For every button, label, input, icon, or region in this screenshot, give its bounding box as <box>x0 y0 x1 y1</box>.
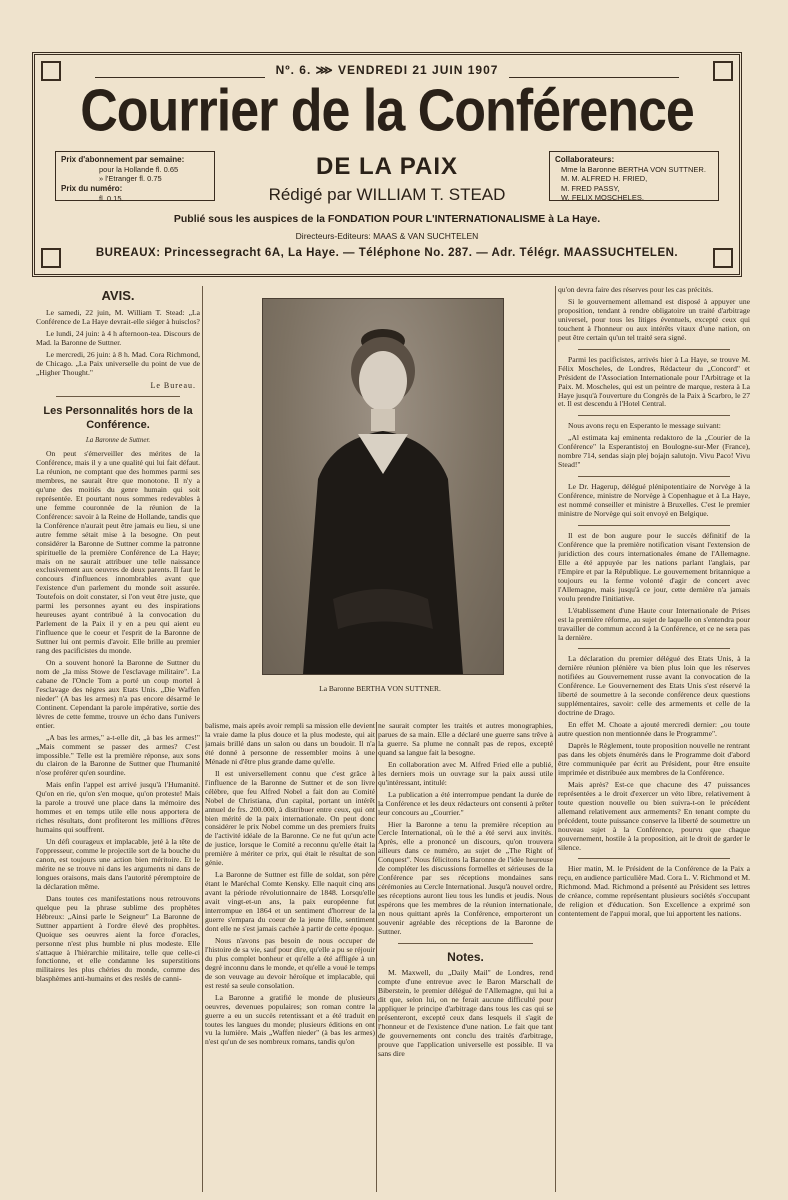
issue-price-heading: Prix du numéro: <box>61 183 123 193</box>
portrait-figure <box>263 299 503 674</box>
section-separator <box>578 476 730 477</box>
notes-paragraph: „Al estimata kaj eminenta redaktoro de la „Courier de la Conférence" la Esperantistoj en Boulogne-sur-Mer (France), nombre 714, sendas siajn plej bojajn salutojn. Vivu Paco! Vivu Stead!" <box>558 433 750 470</box>
section-separator <box>578 349 730 350</box>
article-paragraph: Il est universellement connu que c'est grâce à l'influence de la Baronne de Suttner et de son livre célèbre, que feu Alfred Nobel a fait don au Comité Nobel de Christiana, d'un capital, portant un intérêt annuel de frs. 200.000, à distribuer entre ceux, qui ont bien mérité de la paix internationale. On peut donc considérer le prix Nobel comme un des premiers fruits de l'activité idéale de la Baronne. Ce ne fut qu'un acte de justice, lorsque le Comité a reconnu qu'elle était la première à mériter ce prix, qui était le résultat de son génie. <box>205 768 375 868</box>
portrait-photo <box>262 298 504 675</box>
subscription-heading: Prix d'abonnement par semaine: <box>61 155 185 164</box>
notes-paragraph: Hier matin, M. le Président de la Conférence de la Paix a reçu, en audience particulière Mad. Cora L. V. Richmond et M. Richmond. Mad. Richmond a présenté au Président ses lettres de créance, comme représentant plusieurs sociétés s'occupant de religion et d'éducation. Son Excellence a exprimé son contentement de l'appui moral, que lui apportent les nations. <box>558 864 750 919</box>
notes-heading: Notes. <box>447 949 484 964</box>
offices-line: BUREAUX: Princessegracht 6A, La Haye. — Téléphone No. 287. — Adr. Télégr. MAASSUCHTELEN. <box>95 247 679 259</box>
section-separator <box>578 858 730 859</box>
article-paragraph: On a souvent honoré la Baronne de Suttner du nom de „la miss Stowe de l'esclavage militaire". La cabane de l'Oncle Tom a porté un coup mortel à l'esclavage des nègres aux Etats Unis. „Die Waffen nieder" (A bas les armes) n'a pas encore désarmé le Continent. Cependant la parole impérative, sortie des lèvres de cette femme, trouve un écho dans l'univers entier. <box>36 657 200 730</box>
article-heading: Les Personnalités hors de la Conférence. <box>43 405 193 431</box>
column-3 <box>378 722 553 1192</box>
issue-price: fl. 0.15. <box>99 193 124 203</box>
contributor-name: Mme la Baronne BERTHA VON SUTTNER. <box>561 165 706 174</box>
column-rule <box>376 722 377 1192</box>
newspaper-title: Courrier de la Conférence <box>80 77 694 145</box>
photo-caption: La Baronne BERTHA VON SUTTNER. <box>319 684 441 693</box>
avis-item: Le lundi, 24 juin: à 4 h afternoon-tea. Discours de Mad. la Baronne de Suttner. <box>36 329 200 348</box>
masthead <box>32 52 742 277</box>
article-paragraph: La Baronne a gratifié le monde de plusieurs oeuvres, devenues populaires; son roman contre la guerre a eu un succès retentissant et a été traduit en toutes les langues du monde; plusieurs éditions en ont vu la lumière. Mais „Waffen nieder" (à bas les armes) n'est qu'un de ses nombreux romans, tandis qu'on <box>205 992 375 1047</box>
article-paragraph: Nous n'avons pas besoin de nous occuper de l'histoire de sa vie, sauf pour dire, qu'elle a pu se réjouir du plus complet bonheur et qu'elle a été affligée à un degré inconnu dans le monde, et qu'elle a voué le temps de son veuvage au devoir héroïque et implacable, qui est resté sa seule consolation. <box>205 935 375 990</box>
notes-paragraph: La déclaration du premier délégué des Etats Unis, à la dernière réunion plénière va bien plus loin que les réserves notifiées au Gouvernement russe avant la convocation de la Conférence. Le Gouvernement des Etats Unis s'est réservé la liberté de soumettre à la seconde conférence deux questions supplémentaires, savoir: celle des armements et celle de la doctrine de Drago. <box>558 654 750 718</box>
notes-paragraph: Il est de bon augure pour le succès définitif de la Conférence que la première notification visant l'extension de juridiction des cours internationales émane de l'Allemagne. Elle a été appuyée par les nations parlant l'anglais, par l'Empire et par la République. Le gouvernement britannique a toujours eu la ferme volonté d'agir de concert avec l'Allemagne, mais jusqu'à ce jour, cette dernière n'a jamais voulu prendre l'initiative. <box>558 531 750 603</box>
notes-paragraph: M. Maxwell, du „Daily Mail" de Londres, rend compte d'une entrevue avec le Baron Marschall de Biberstein, le premier délégué de l'Allemagne, qui lui a dit que, selon lui, on ne ferait aucune difficulté pour appliquer le principe d'arbitrage dans tous les cas qui se présenteront, excepté ceux dans lesquels il s'agit de l'honneur et de l'existence d'une nation. Le fait que tant de gouvernements ont conclu des traités d'arbitrage, prouve que l'application universelle est possible. Il va sans dire <box>378 968 553 1058</box>
section-separator <box>578 525 730 526</box>
section-separator <box>578 648 730 649</box>
subscription-line: » l'Etranger fl. 0.75 <box>99 174 162 184</box>
article-paragraph: Hier la Baronne a tenu la première réception au Cercle International, où le thé a été servi aux invités. Après, elle a prononcé un discours, qu'on trouvera ailleurs dans ce numéro, au sujet de „The Right of Conquest". Nous félicitons la Baronne de l'idée heureuse de compléter les discussions formelles et sérieuses de la Conférence par ses réceptions mondaines sans cérémonies au Cercle International. Jusqu'à nouvel ordre, ses réceptions auront lieu tous les lundis et jeudis. Nous espérons que les membres de la réunion internationale, en nous quittant après la Conférence, emporteront un souvenir agréable des réceptions de la Baronne de Suttner. <box>378 819 553 936</box>
auspices-line: Publié sous les auspices de la FONDATION POUR L'INTERNATIONALISME à La Haye. <box>173 213 601 225</box>
column-rule <box>202 286 203 1192</box>
notes-paragraph: Daprès le Règlement, toute proposition nouvelle ne rentrant pas dans les objets énumérés dans le Programme doit d'abord être communiquée par écrit au Président, pour être ensuite imprimée et distribuée aux membres de la Conférence. <box>558 741 750 777</box>
section-separator <box>56 396 180 397</box>
notes-paragraph: Nous avons reçu en Esperanto le message suivant: <box>568 421 721 431</box>
avis-item: Le mercredi, 26 juin: à 8 h. Mad. Cora Richmond, de Chicago. „La Paix universelle du point de vue de „Higher Thought." <box>36 350 200 378</box>
article-paragraph: ne saurait compter les traités et autres monographies, parues de sa main. Elle a déclaré une guerre sans trêve à la guerre. Sa plume ne connaît pas de repos, excepté quand sa langue fait la besogne. <box>378 722 553 757</box>
article-paragraph: balisme, mais après avoir rempli sa mission elle devient la vraie dame la plus douce et la plus modeste, qui ait jamais brillé dans un salon ou dans un boudoir. Il n'a été donné à personne de ressembler moins à une Ménade ni d'être plus grande dame qu'elle. <box>205 722 375 766</box>
article-paragraph: En collaboration avec M. Alfred Fried elle a publié, les derniers mois un ouvrage sur la paix aussi utile qu'intéressant, intitulé: <box>378 759 553 787</box>
avis-heading: AVIS. <box>101 288 135 303</box>
contributor-name: W. FELIX MOSCHELES. <box>561 193 644 203</box>
masthead-subtitle <box>225 153 549 205</box>
article-paragraph: La Baronne de Suttner est fille de soldat, son père étant le Maréchal Comte Kensky. Elle naquit cinq ans avant la période révolutionnaire de 1848. Lorsqu'elle avait vingt-et-un ans, la paix européenne fut interrompue en 1864 et un sentiment d'horreur de la guerre s'empara du coeur de la jeune fille, sentiment dont elle ne s'est jamais cachée à partir de cette époque. <box>205 870 375 933</box>
notes-paragraph: Si le gouvernement allemand est disposé à appuyer une proposition, tendant à rendre obligatoire un traité d'arbitrage universel, pour tous les litiges éventuels, excepté ceux qui touchent à l'honneur ou aux intérêts vitaux d'une nation, on peut être certain qu'un tel traité sera signé. <box>558 296 750 342</box>
article-byline: La Baronne de Suttner. <box>85 435 151 444</box>
contributors-box <box>549 151 719 201</box>
subscription-box <box>55 151 215 201</box>
notes-paragraph: Mais après? Est-ce que chacune des 47 puissances représentées a le droit d'exercer un véto libre, relativement à toute question nouvelle ou bien suivra-t-on le précédent allemand relativement aux armements? En tenant compte du précédent, toute puissance conserve la liberté de soumettre un nouveau sujet à la Conférence, pourvu que chaque gouvernement, hostile à la proposition, ait le droit de garder le silence. <box>558 779 750 852</box>
article-paragraph: Un défi courageux et implacable, jeté à la tête de l'oppresseur, comme le projectile sort de la bouche du canon, est toujours une action bien méritoire. Et le mérite ne se trouve ni dans les arguments ni dans de longues oraisons, mais dans l'autorité péremptoire de la déclaration même. <box>36 837 200 891</box>
subtitle-paix: DE LA PAIX <box>315 153 458 180</box>
contributor-name: M. M. ALFRED H. FRIED, <box>561 174 648 184</box>
avis-item: Le samedi, 22 juin, M. William T. Stead: „La Conférence de La Haye devrait-elle siéger à huisclos? <box>36 308 200 327</box>
notes-paragraph: Parmi les pacificistes, arrivés hier à La Haye, se trouve M. Félix Moscheles, de Londres, Rédacteur du „Concord" et Président de l'Association Internationale pour l'Arbitrage et la Paix. M. Moscheles, qui est un peintre de marque, restera à La Haye jusqu'à l'ouverture du Congrès de la Paix à Scarbro, le 27 et. Il est descendu à l'Hotel Central. <box>558 354 750 409</box>
contributors-heading: Collaborateurs: <box>555 155 615 164</box>
article-paragraph: „A bas les armes," a-t-elle dit, „à bas les armes!" „Mais comment se passer des armes? C'est impossible." Telle est la première réponse, aux sons du clairon de la Baronne de Suttner que l'humanité n'ose proférer qu'en sourdine. <box>36 732 200 778</box>
column-2 <box>205 722 375 1192</box>
editor-line: Rédigé par WILLIAM T. STEAD <box>268 185 506 204</box>
directors-line: Directeurs-Editeurs: MAAS & VAN SUCHTELEN <box>295 231 479 241</box>
column-1 <box>36 288 200 1188</box>
contributor-name: M. FRED PASSY, <box>561 183 620 193</box>
article-paragraph: On peut s'émerveiller des mérites de la Conférence, mais il y a une qualité qui lui fait défaut. La réunion, ne comptant que des hommes parmi ses membres, ne saurait être que monotone. Il n'y a qu'une des moitiés du genre humain qui soit représentée. Et pourtant nous sommes redevables à une femme couronnée de la réunion de la Conférence: savoir à la Reine de Hollande, tandis que la Conférence n'aurait peut être jamais eu lieu, si une autre femme sétait mise à la besogne. On peut considérer la Baronne de Suttner comme la patronne spirituelle de la première Conférence de La Haye; mais on ne saurait attribuer une telle naissance exclusivement aux oeuvres de deux parents. Il faut le concours d'influences innombrables avant que l'existence d'un parlement du monde soit assurée. Toutefois on doit constater, si l'on veut être juste, que parmi les personnes ayant eu des inspirations heureuses ayant contribué à la convocation du Parlement de la Paix il y en a peu qui aient eu l'influence que le coeur et l'esprit de la Baronne de Suttner lui ont permis d'avoir. Elle brille au premier rang des pacificistes du monde. <box>36 449 200 656</box>
section-separator <box>398 943 533 944</box>
column-4 <box>558 286 750 1186</box>
article-paragraph: La publication a été interrompue pendant la durée de la Conférence et les deux rédacteurs ont consenti à prêter leur concours au „Courrier." <box>378 789 553 817</box>
notes-paragraph: L'établissement d'une Haute cour Internationale de Prises est la première réforme, au sujet de laquelle on s'entendra pour travailler de commun accord à la Conférence, et ce ne sera pas la dernière. <box>558 605 750 642</box>
notes-paragraph: En effet M. Choate a ajouté mercredi dernier: „ou toute autre question non mentionnée dans le Programme". <box>558 720 750 739</box>
dateline-text: Nº. 6. ⋙ VENDREDI 21 JUIN 1907 <box>275 63 499 77</box>
subscription-line: pour la Hollande fl. 0.65 <box>99 165 179 174</box>
notes-paragraph: Le Dr. Hagerup, délégué plénipotentiaire de Norvège à la Conférence, ministre de Norvège à Copenhague et à La Haye, est nommé conseiller et ministre à Bruxelles. C'est le premier ministre de Norvège qui soit envoyé en Belgique. <box>558 482 750 519</box>
notes-paragraph: qu'on devra faire des réserves pour les cas précités. <box>558 286 714 294</box>
article-paragraph: Mais enfin l'appel est arrivé jusqu'à l'Humanité. Qu'on en rie, qu'on s'en moque, qu'on proteste! Mais la parole a trouvé une place dans la mémoire des hommes et en temps utile elle nous apportera de riches résultats, dont profiteront les millions d'êtres humains qui souffrent. <box>36 780 200 835</box>
column-rule <box>555 286 556 1192</box>
article-paragraph: Dans toutes ces manifestations nous retrouvons quelque peu la phrase sublime des prophètes Hébreux: „Ainsi parle le Seigneur" La Baronne de Suttner appartient à l'ordre élevé des prophètes. Quoique ses oeuvres aient la force d'oracles, personne n'est plus humble ni plus modeste. Elle s'attaque à l'hiérarchie militaire, telle que celle-ci fonctionne, et elle condamne les superstitions militaires les plus chéries du monde, comme des blasphèmes anti-humains et des reslés de canni- <box>36 893 200 984</box>
dateline <box>35 63 739 77</box>
avis-signature: Le Bureau. <box>150 381 196 390</box>
section-separator <box>578 415 730 416</box>
